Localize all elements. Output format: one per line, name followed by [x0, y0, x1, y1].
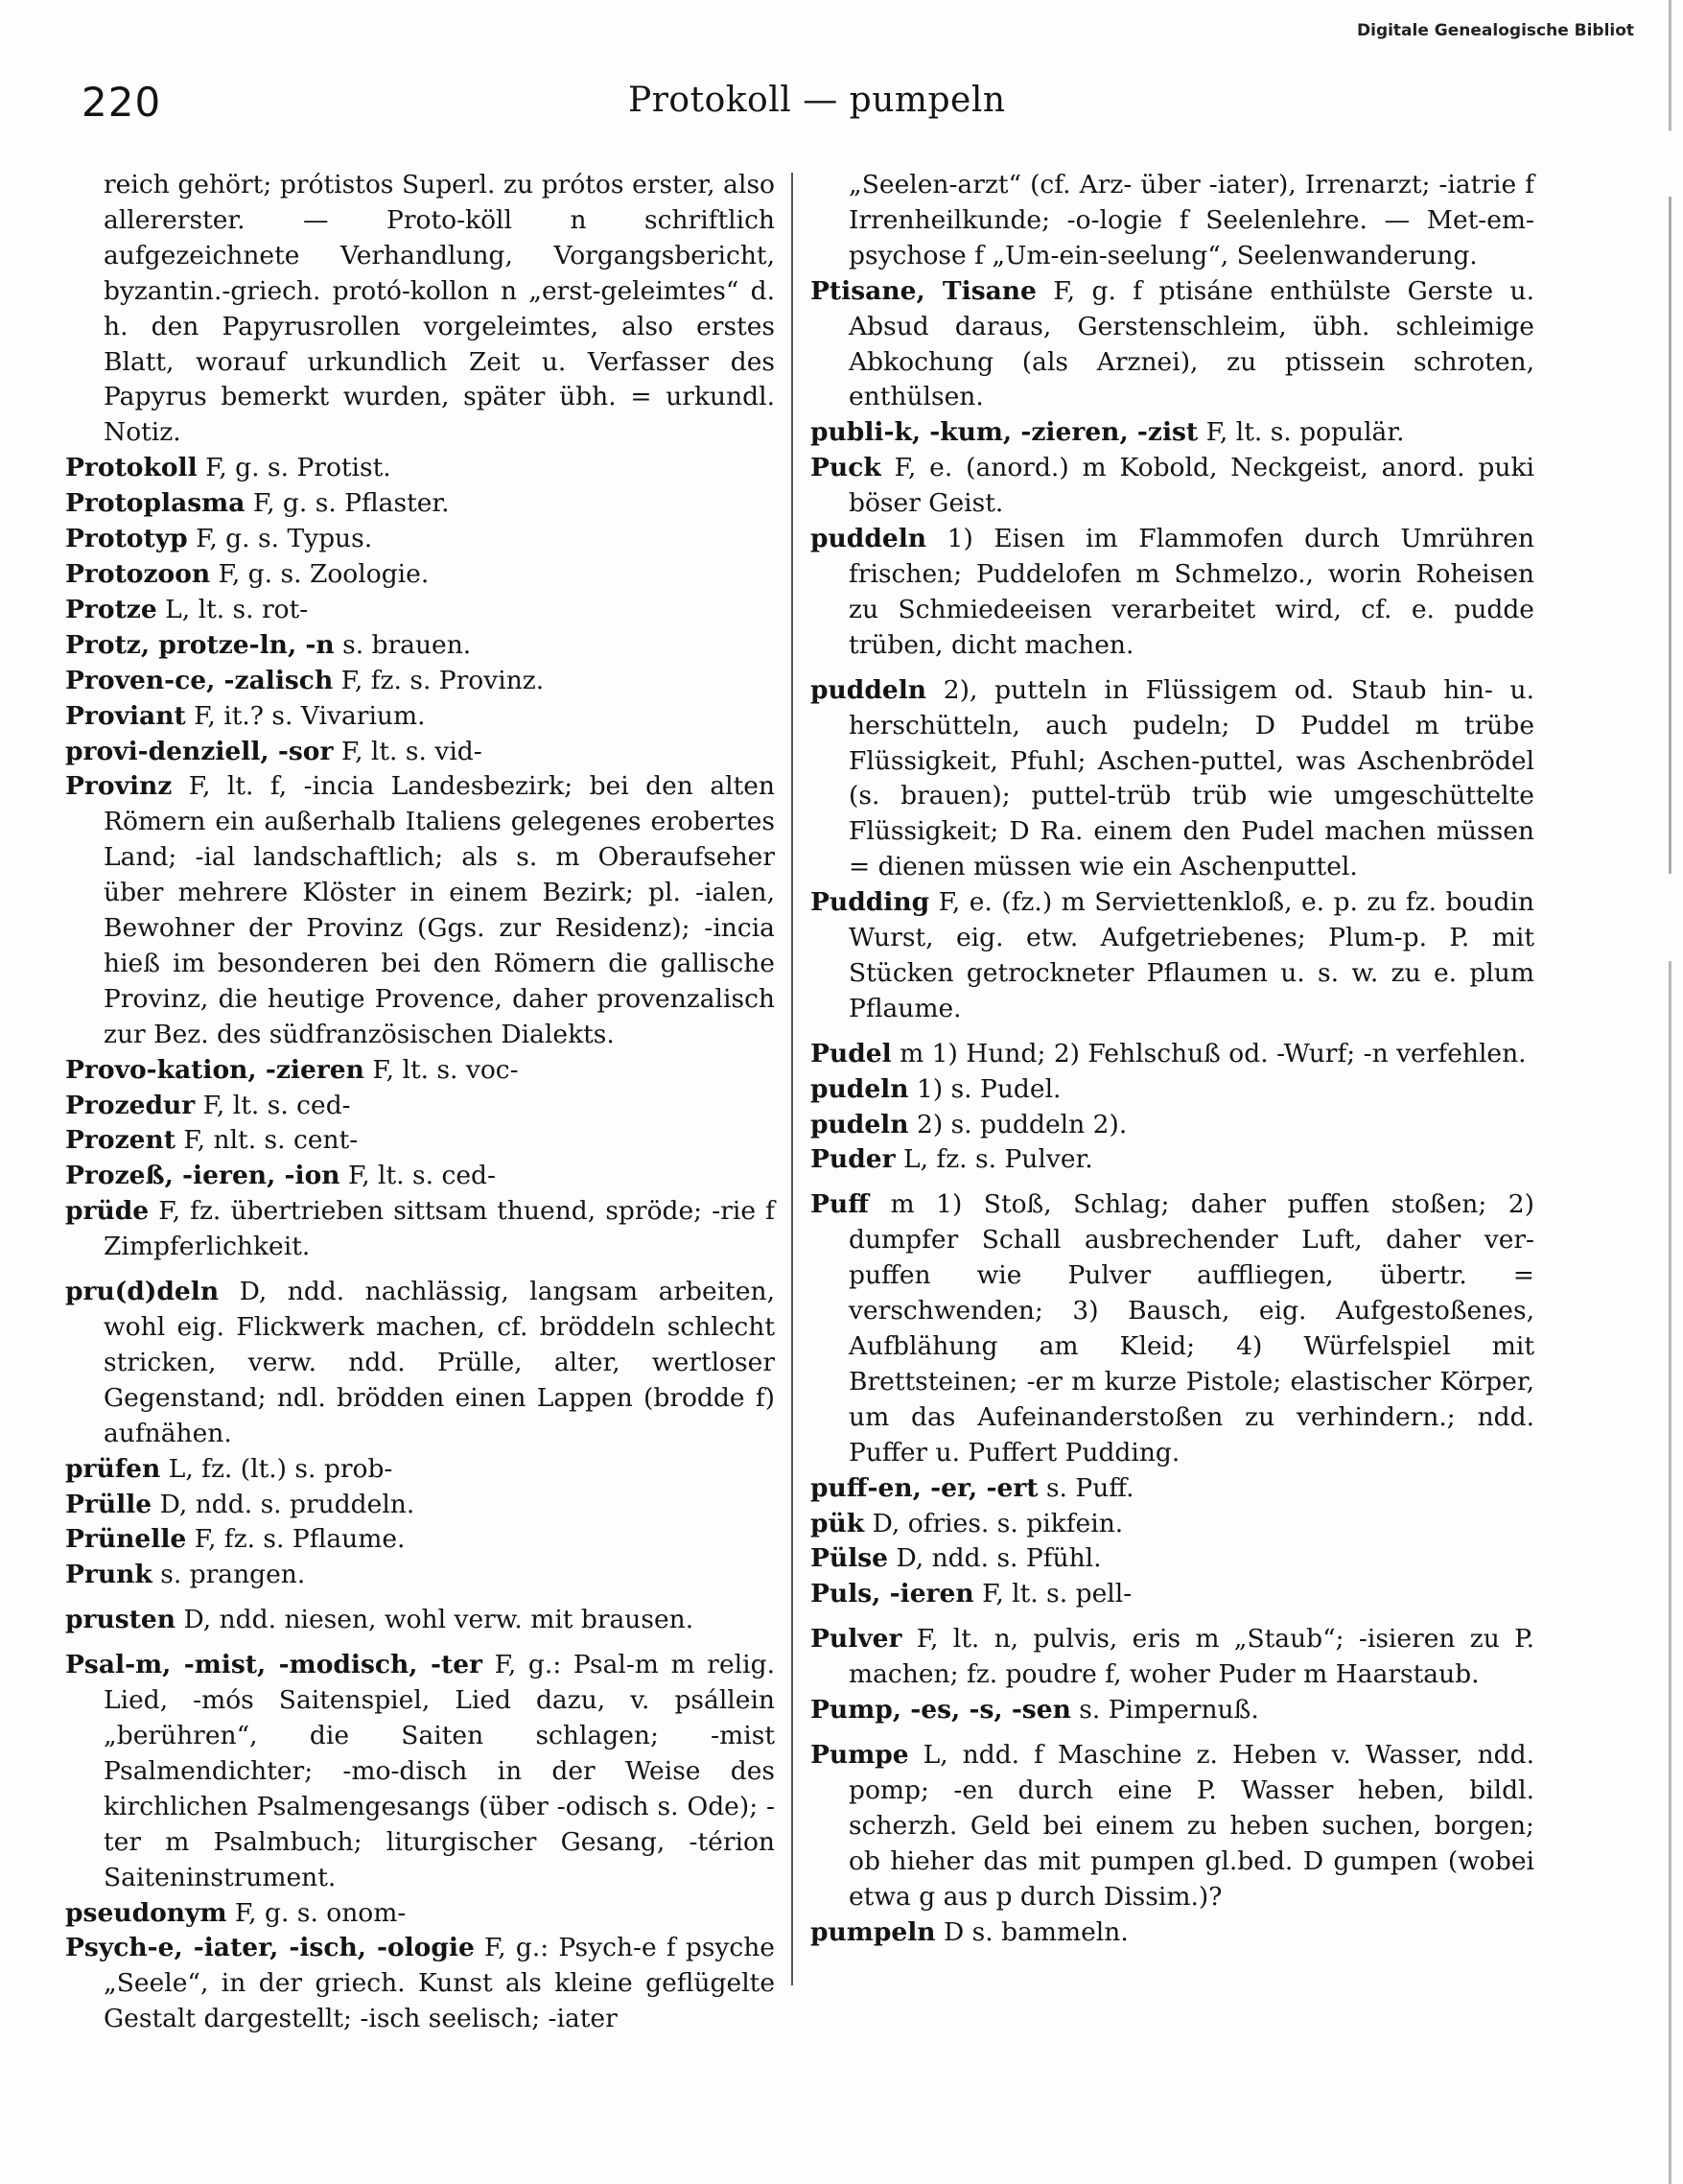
- entry-headword: Prozedur: [65, 1090, 196, 1120]
- entry-definition: F, nlt. s. cent-: [175, 1125, 359, 1156]
- dictionary-entry: [65, 1931, 775, 2037]
- entry-headword: Pudding: [810, 887, 930, 918]
- entry-headword: prüfen: [65, 1453, 161, 1484]
- entry-definition: D, ndd. s. pruddeln.: [152, 1489, 415, 1519]
- dictionary-entry: [810, 415, 1534, 451]
- entry-definition: F, g.: Psal-m m relig. Lied, -mós Saitenspiel, Lied dazu, v. psállein „berühren“, die Saiten schlagen; -mist Psalmendichter; -mo-disch in der Weise des kirchlichen Psalmengesangs (über -odisch s. Ode); -ter m Psalmbuch; liturgischer Gesang, -térion Saiteninstrument.: [104, 1650, 775, 1892]
- dictionary-entry: [810, 1577, 1534, 1612]
- dictionary-entry: [810, 673, 1534, 885]
- dictionary-entry: [65, 664, 775, 699]
- dictionary-entry: [810, 1037, 1534, 1072]
- entry-definition: F, e. (anord.) m Kobold, Neckgeist, anord. puki böser Geist.: [849, 453, 1534, 519]
- dictionary-entry: [65, 593, 775, 628]
- dictionary-entry: [65, 1275, 775, 1452]
- entry-definition: s. brauen.: [334, 629, 472, 660]
- dictionary-entry: [65, 1522, 775, 1558]
- entry-definition: D, ndd. niesen, wohl verw. mit brausen.: [175, 1605, 694, 1635]
- entry-headword: Prunk: [65, 1560, 152, 1590]
- entry-headword: Puls, -ieren: [810, 1579, 974, 1609]
- entry-headword: Prototyp: [65, 524, 188, 554]
- dictionary-entry: [65, 1452, 775, 1488]
- scan-edge: [1669, 0, 1671, 2184]
- dictionary-entry: [810, 885, 1534, 1027]
- dictionary-entry: [65, 1123, 775, 1159]
- entry-definition: F, fz. übertrieben sittsam thuend, spröde; -rie f Zimpferlichkeit.: [104, 1196, 775, 1262]
- entry-headword: Puff: [810, 1189, 869, 1220]
- dictionary-entry: [810, 1187, 1534, 1470]
- entry-headword: Pump, -es, -s, -sen: [810, 1695, 1071, 1726]
- entry-definition: F, g. f ptisáne enthülste Gerste u. Absud daraus, Gerstenschleim, übh. schleimige Abkochung (als Arznei), zu ptissein schroten, enthülsen.: [849, 275, 1534, 412]
- dictionary-entry: [65, 168, 775, 451]
- entry-headword: Proviant: [65, 700, 186, 731]
- dictionary-entry: [810, 1738, 1534, 1915]
- entry-headword: prusten: [65, 1605, 176, 1635]
- entry-definition: F, g. s. Zoologie.: [210, 558, 430, 589]
- dictionary-entry: [65, 1896, 775, 1932]
- entry-definition: F, g.: Psych-e f psyche „Seele“, in der griech. Kunst als kleine geflügelte Gestalt dargestellt; -isch seelisch; -iater: [104, 1933, 775, 2034]
- dictionary-entry: [810, 1915, 1534, 1951]
- entry-definition: s. Puff.: [1038, 1472, 1134, 1503]
- entry-headword: pru(d)deln: [65, 1277, 220, 1307]
- entry-definition: F, lt. s. voc-: [363, 1054, 519, 1085]
- entry-definition: F, fz. s. Provinz.: [333, 665, 545, 695]
- entry-headword: Psal-m, -mist, -modisch, -ter: [65, 1650, 483, 1680]
- entry-headword: pudeln: [810, 1073, 909, 1104]
- entry-headword: Protoplasma: [65, 488, 245, 519]
- dictionary-entry: [65, 1159, 775, 1194]
- entry-headword: Protz, protze-ln, -n: [65, 629, 335, 660]
- entry-definition: D, ofries. s. pikfein.: [864, 1508, 1124, 1538]
- dictionary-entry: [810, 1142, 1534, 1178]
- entry-definition: D s. bammeln.: [935, 1916, 1129, 1947]
- entry-headword: prüde: [65, 1196, 150, 1227]
- entry-definition: F, it.? s. Vivarium.: [185, 700, 426, 731]
- right-column: [810, 168, 1534, 1950]
- entry-definition: m 1) Hund; 2) Fehlschuß od. -Wurf; -n verfehlen.: [891, 1038, 1527, 1069]
- dictionary-entry: [65, 699, 775, 735]
- entry-headword: pumpeln: [810, 1916, 936, 1947]
- entry-definition: 2), putteln in Flüssigem od. Staub hin- u. herschütteln, auch pudeln; D Puddel m trübe Flüssigkeit, Pfuhl; Aschen-puttel, was Aschenbrödel (s. brauen); puttel-trüb trüb wie umgeschüttelte Flüssigkeit; D Ra. einem den Pudel machen müssen = dienen müssen wie ein Aschenputtel.: [849, 674, 1534, 882]
- entry-headword: Pülse: [810, 1543, 889, 1574]
- dictionary-entry: [810, 1507, 1534, 1542]
- watermark: Digitale Genealogische Bibliot: [1357, 21, 1635, 40]
- entry-headword: publi-k, -kum, -zieren, -zist: [810, 417, 1199, 448]
- dictionary-entry: [65, 1194, 775, 1265]
- entry-headword: Pumpe: [810, 1739, 909, 1770]
- dictionary-entry: [810, 1693, 1534, 1728]
- dictionary-entry: [810, 1471, 1534, 1507]
- entry-definition: L, ndd. f Maschine z. Heben v. Wasser, ndd. pomp; -en durch eine P. Wasser heben, bildl. scherzh. Geld bei einem zu heben suchen, borgen; ob hieher das mit pumpen gl.bed. D gumpen (wobei etwa g aus p durch Dissim.)?: [849, 1739, 1534, 1912]
- entry-headword: Provo-kation, -zieren: [65, 1054, 364, 1085]
- entry-definition: F, lt. f, -incia Landesbezirk; bei den alten Römern ein außerhalb Italiens gelegenes erobertes Land; -ial landschaftlich; als s. m Oberaufseher über mehrere Klöster in einem Bezirk; pl. -ialen, Bewohner der Provinz (Ggs. zur Residenz); -incia hieß im besonderen bei den Römern die gallische Provinz, die heutige Provence, daher provenzalisch zur Bez. des südfranzösischen Dialekts.: [104, 771, 775, 1049]
- entry-definition: F, lt. n, pulvis, eris m „Staub“; -isieren zu P. machen; fz. poudre f, woher Puder m Haarstaub.: [849, 1624, 1534, 1690]
- entry-headword: puff-en, -er, -ert: [810, 1472, 1039, 1503]
- dictionary-entry: [65, 628, 775, 664]
- entry-definition: D, ndd. nachlässig, langsam arbeiten, wohl eig. Flickwerk machen, cf. bröddeln schlecht stricken, verw. ndd. Prülle, alter, wertloser Gegenstand; ndl. brödden einen Lappen (brodde f) aufnähen.: [104, 1277, 775, 1448]
- entry-definition: 1) s. Pudel.: [908, 1073, 1062, 1104]
- entry-headword: Prozent: [65, 1125, 175, 1156]
- dictionary-entry: [65, 522, 775, 557]
- entry-headword: Pulver: [810, 1624, 902, 1655]
- entry-definition: „Seelen-arzt“ (cf. Arz- über -iater), Irrenarzt; -iatrie f Irrenheilkunde; -o-logie f Seelenlehre. — Met-em-psychose f „Um-ein-seelung“, Seelenwanderung.: [849, 170, 1534, 270]
- entry-definition: F, lt. s. ced-: [339, 1161, 496, 1191]
- dictionary-entry: [65, 735, 775, 770]
- entry-definition: F, lt. s. vid-: [333, 736, 482, 766]
- dictionary-entry: [810, 1072, 1534, 1108]
- dictionary-entry: [810, 1541, 1534, 1577]
- dictionary-entry: [810, 1108, 1534, 1143]
- entry-definition: F, g. s. Pflaster.: [245, 488, 450, 519]
- entry-headword: Pudel: [810, 1038, 892, 1069]
- dictionary-entry: [810, 522, 1534, 664]
- entry-headword: Puck: [810, 453, 881, 483]
- dictionary-entry: [65, 486, 775, 522]
- dictionary-entry: [65, 1603, 775, 1638]
- entry-headword: Proven-ce, -zalisch: [65, 665, 334, 695]
- entry-headword: puddeln: [810, 674, 927, 705]
- entry-definition: F, fz. s. Pflaume.: [186, 1524, 406, 1555]
- entry-definition: L, fz. s. Pulver.: [895, 1144, 1093, 1175]
- entry-headword: Protozoon: [65, 558, 211, 589]
- left-column: [65, 168, 775, 2037]
- dictionary-entry: [810, 451, 1534, 522]
- entry-headword: Ptisane, Tisane: [810, 275, 1037, 306]
- entry-headword: pudeln: [810, 1109, 909, 1139]
- dictionary-entry: [65, 451, 775, 486]
- entry-headword: Prozeß, -ieren, -ion: [65, 1161, 340, 1191]
- entry-definition: 2) s. puddeln 2).: [908, 1109, 1128, 1139]
- entry-definition: L, fz. (lt.) s. prob-: [160, 1453, 393, 1484]
- entry-definition: L, lt. s. rot-: [156, 594, 309, 624]
- entry-definition: 1) Eisen im Flammofen durch Umrühren frischen; Puddelofen m Schmelzo., worin Roheisen zu Schmiedeeisen verarbeitet wird, cf. e. pudde trüben, dicht machen.: [849, 524, 1534, 660]
- entry-definition: F, g. s. Protist.: [197, 453, 391, 483]
- dictionary-entry: [65, 1558, 775, 1593]
- column-divider: [791, 173, 793, 1985]
- entry-headword: Prülle: [65, 1489, 152, 1519]
- dictionary-entry: [65, 557, 775, 593]
- dictionary-entry: [810, 1622, 1534, 1693]
- dictionary-entry: [65, 769, 775, 1052]
- page-header: [82, 79, 1587, 127]
- entry-headword: Provinz: [65, 771, 173, 802]
- entry-definition: F, lt. s. pell-: [973, 1579, 1133, 1609]
- entry-definition: F, e. (fz.) m Serviettenkloß, e. p. zu fz. boudin Wurst, eig. etw. Aufgetriebenes; Plum-p. P. mit Stücken getrockneter Pflaumen u. s. w. zu e. plum Pflaume.: [849, 887, 1534, 1023]
- entry-headword: Protze: [65, 594, 157, 624]
- entry-definition: reich gehört; prótistos Superl. zu prótos erster, also allererster. — Proto-köll n schriftlich aufgezeichnete Verhandlung, Vorgangsbericht, byzantin.-griech. protó-kollon n „erst-geleimtes“ d. h. den Papyrusrollen vorgeleimtes, also erstes Blatt, worauf urkundlich Zeit u. Verfasser des Papyrus bemerkt wurden, später übh. = urkundl. Notiz.: [104, 170, 775, 448]
- dictionary-entry: [810, 274, 1534, 416]
- entry-headword: puddeln: [810, 524, 927, 554]
- dictionary-entry: [65, 1053, 775, 1089]
- entry-headword: pseudonym: [65, 1897, 227, 1928]
- dictionary-entry: [65, 1648, 775, 1895]
- entry-definition: F, g. s. onom-: [226, 1897, 407, 1928]
- entry-headword: Prünelle: [65, 1524, 187, 1555]
- page-number: 220: [82, 79, 162, 126]
- entry-headword: Puder: [810, 1144, 896, 1175]
- entry-definition: F, g. s. Typus.: [187, 524, 373, 554]
- entry-headword: Psych-e, -iater, -isch, -ologie: [65, 1933, 475, 1963]
- dictionary-entry: [810, 168, 1534, 274]
- entry-headword: pük: [810, 1508, 865, 1538]
- dictionary-entry: [65, 1488, 775, 1523]
- entry-definition: m 1) Stoß, Schlag; daher puffen stoßen; 2) dumpfer Schall ausbrechender Luft, daher ver-puffen wie Pulver auffliegen, übertr. = verschwenden; 3) Bausch, eig. Aufgestoßenes, Aufblähung am Kleid; 4) Würfelspiel mit Brettsteinen; -er m kurze Pistole; elastischer Körper, um das Aufeinanderstoßen zu verhindern.; ndd. Puffer u. Puffert Pudding.: [849, 1189, 1534, 1468]
- entry-headword: provi-denziell, -sor: [65, 736, 334, 766]
- entry-definition: s. Pimpernuß.: [1070, 1695, 1259, 1726]
- running-head: Protokoll — pumpeln: [628, 81, 1006, 120]
- dictionary-entry: [65, 1089, 775, 1124]
- entry-definition: s. prangen.: [152, 1560, 306, 1590]
- entry-definition: F, lt. s. ced-: [195, 1090, 351, 1120]
- entry-definition: D, ndd. s. Pfühl.: [888, 1543, 1102, 1574]
- entry-definition: F, lt. s. populär.: [1198, 417, 1405, 448]
- entry-headword: Protokoll: [65, 453, 198, 483]
